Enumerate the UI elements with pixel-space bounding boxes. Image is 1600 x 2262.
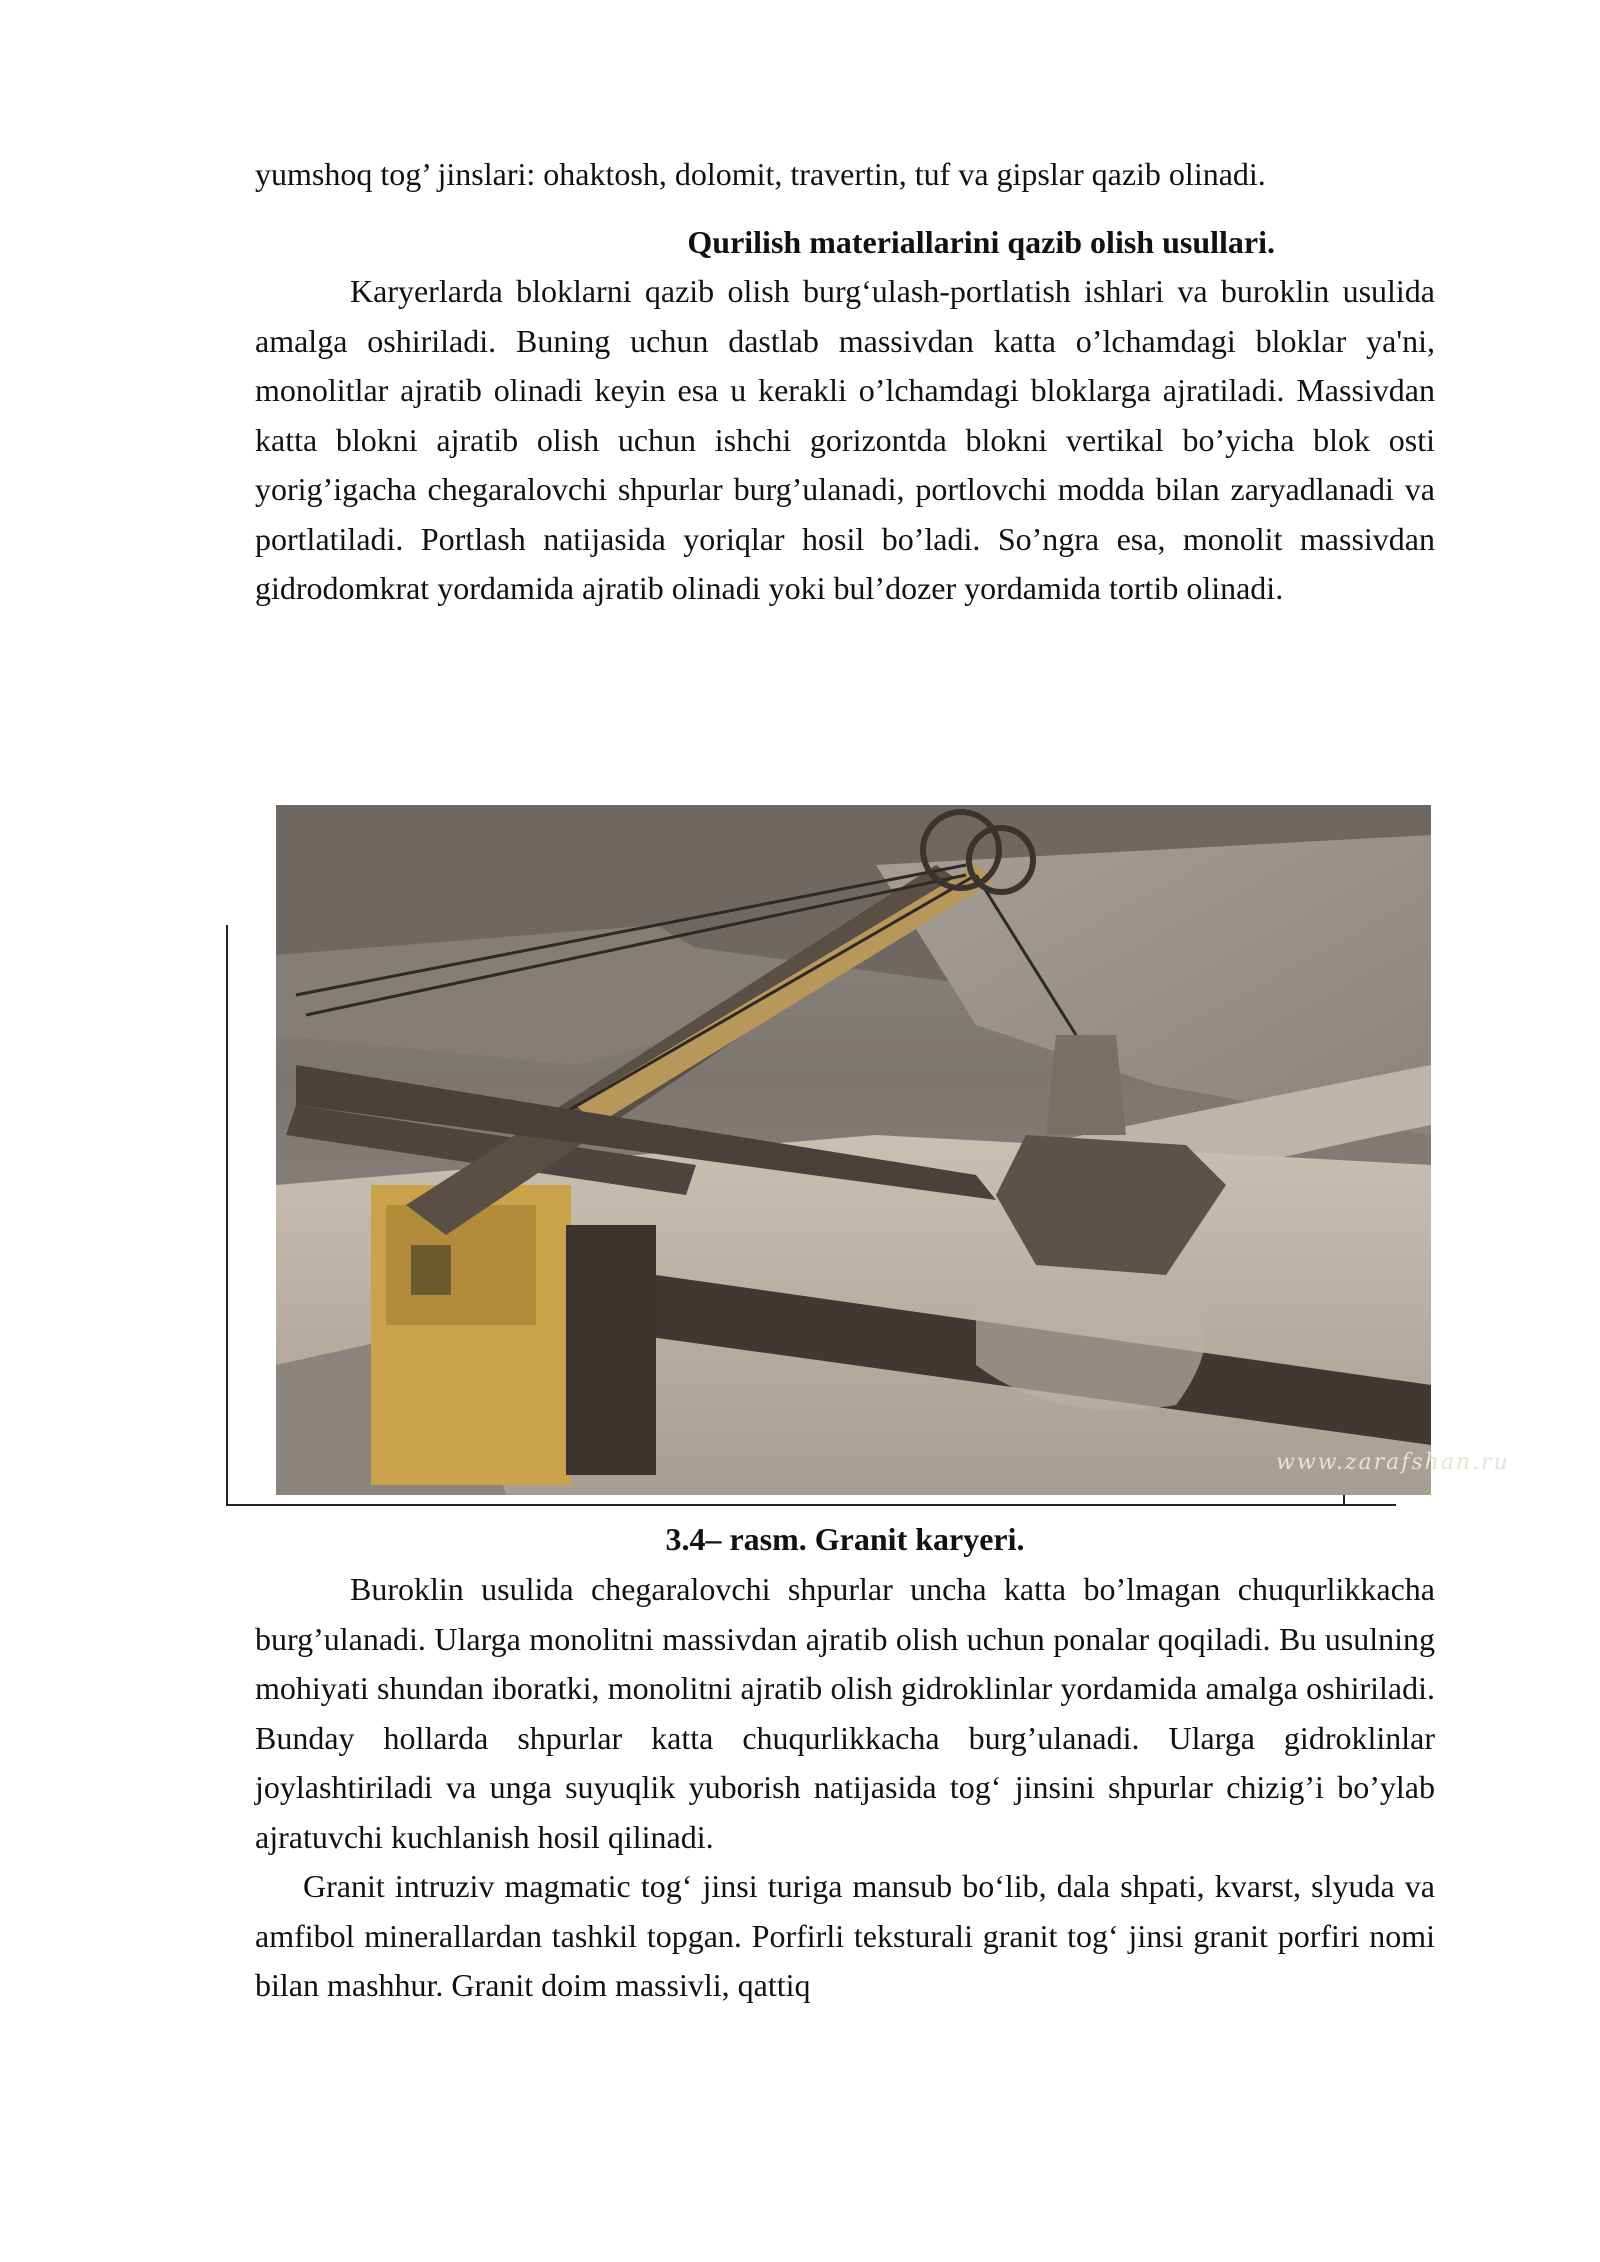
text-block-bottom bbox=[255, 1565, 1435, 2011]
figure-frame-left bbox=[226, 925, 228, 1505]
quarry-excavator-photo bbox=[276, 805, 1431, 1495]
figure-granite-quarry bbox=[226, 800, 1516, 1506]
text-block-top bbox=[255, 150, 1435, 614]
section-heading: Qurilish materiallarini qazib olish usullari. bbox=[687, 223, 1275, 260]
paragraph-granit: Granit intruziv magmatic tog‘ jinsi turiga mansub bo‘lib, dala shpati, kvarst, slyuda va amfibol minerallardan tashkil topgan. Porfirli teksturali granit tog‘ jinsi granit porfiri nomi bilan mashhur. Granit doim massivli, qattiq bbox=[255, 1868, 1435, 2003]
photo-watermark: www.zarafshan.ru bbox=[1276, 1450, 1510, 1475]
paragraph-buroklin: Buroklin usulida chegaralovchi shpurlar uncha katta bo’lmagan chuqurlikkacha burg’ulanadi. Ularga monolitni massivdan ajratib olish uchun ponalar qoqiladi. Bu usulning mohiyati shundan iboratki, monolitni ajratib olish gidroklinlar yordamida amalga oshiriladi. Bunday hollarda shpurlar katta chuqurlikkacha burg’ulanadi. Ularga gidroklinlar joylashtiriladi va unga suyuqlik yuborish natijasida tog‘ jinsini shpurlar chizig’i bo’ylab ajratuvchi kuchlanish hosil qilinadi. bbox=[255, 1571, 1435, 1855]
paragraph-continued: yumshoq tog’ jinslari: ohaktosh, dolomit, travertin, tuf va gipslar qazib olinadi. bbox=[255, 156, 1266, 192]
figure-frame-bottom bbox=[226, 1504, 1396, 1506]
figure-caption: 3.4– rasm. Granit karyeri. bbox=[665, 1521, 1025, 1557]
paragraph-karyer: Karyerlarda bloklarni qazib olish burg‘ulash-portlatish ishlari va buroklin usulida amalga oshiriladi. Buning uchun dastlab massivdan katta o’lchamdagi bloklar ya'ni, monolitlar ajratib olinadi keyin esa u kerakli o’lchamdagi bloklarga ajratiladi. Massivdan katta blokni ajratib olish uchun ishchi gorizontda blokni vertikal bo’yicha blok osti yorig’igacha chegaralovchi shpurlar burg’ulanadi, portlovchi modda bilan zaryadlanadi va portlatiladi. Portlash natijasida yoriqlar hosil bo’ladi. So’ngra esa, monolit massivdan gidrodomkrat yordamida ajratib olinadi yoki bul’dozer yordamida tortib olinadi. bbox=[255, 273, 1435, 606]
